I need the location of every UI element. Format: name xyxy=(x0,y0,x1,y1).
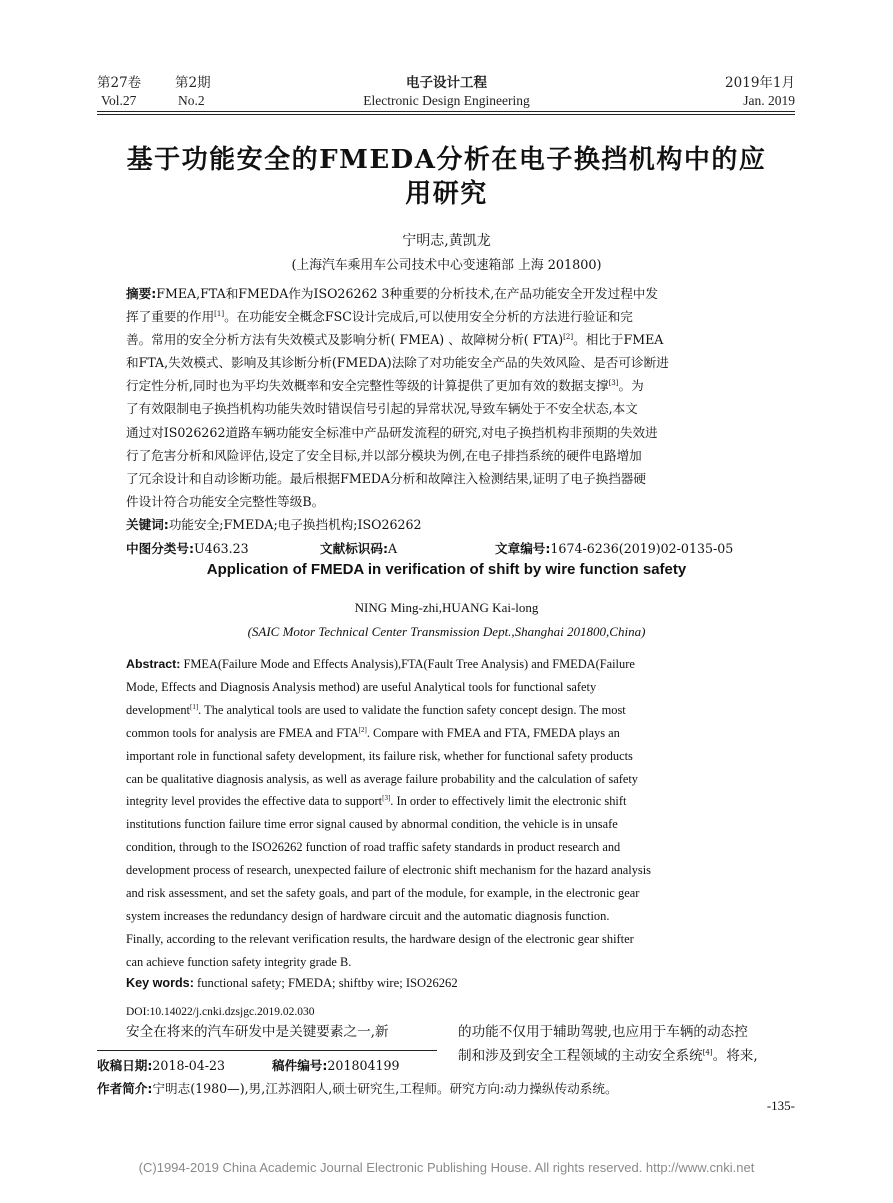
header-rule xyxy=(97,111,795,112)
abstract-en xyxy=(126,653,768,974)
abstract-en-line: and risk assessment, and set the safety goals, and part of the module, for example, in the electronic gear xyxy=(126,886,640,901)
keywords-cn-label: 关键词: xyxy=(126,517,169,532)
citation-ref[interactable]: [4] xyxy=(702,1048,713,1057)
header-issue-en: No.2 xyxy=(178,93,205,108)
authors-cn: 宁明志,黄凯龙 xyxy=(402,233,491,249)
header-journal-cn: 电子设计工程 xyxy=(406,75,487,91)
manuscript-number: 稿件编号:201804199 xyxy=(272,1058,400,1073)
keywords-cn-text: 功能安全;FMEDA;电子换挡机构;ISO26262 xyxy=(168,517,422,532)
abstract-en-line: important role in functional safety development, its failure risk, whether for functional safety products xyxy=(126,748,633,763)
copyright-notice: (C)1994-2019 China Academic Journal Electronic Publishing House. All rights reserved. http://www.cnki.net xyxy=(138,1160,755,1175)
abstract-cn-line: 行定性分析,同时也为平均失效概率和安全完整性等级的计算提供了更加有效的数据支撑[3]。为 xyxy=(126,378,644,394)
abstract-cn-line: 和FTA,失效模式、影响及其诊断分析(FMEDA)法除了对功能安全产品的失效风险、是否可诊断进 xyxy=(126,355,669,371)
clc-number: 中图分类号:U463.23 xyxy=(126,541,249,556)
keywords-cn xyxy=(126,514,422,533)
abstract-en-line: Finally, according to the relevant verification results, the hardware design of the electronic gear shifter xyxy=(126,931,634,946)
header-date-cn: 2019年1月 xyxy=(725,75,795,91)
body-left-column: 安全在将来的汽车研发中是关键要素之一,新 xyxy=(126,1024,389,1040)
abstract-en-line: Abstract: FMEA(Failure Mode and Effects Analysis),FTA(Fault Tree Analysis) and FMEDA(Failure xyxy=(126,657,635,671)
abstract-cn-line: 行了危害分析和风险评估,设定了安全目标,并以部分模块为例,在电子排挡系统的硬件电路增加 xyxy=(126,447,642,463)
header-journal-en: Electronic Design Engineering xyxy=(363,93,530,108)
document-code: 文献标识码:A xyxy=(320,541,398,556)
affiliation-cn: (上海汽车乘用车公司技术中心变速箱部 上海 201800) xyxy=(291,258,602,273)
abstract-en-line: can be qualitative diagnosis analysis, as well as average failure probability and the calculation of safety xyxy=(126,771,638,786)
header-volume-cn: 第27卷 xyxy=(97,75,142,91)
abstract-cn xyxy=(126,282,766,513)
abstract-en-line: integrity level provides the effective data to support[3]. In order to effectively limit the electronic shift xyxy=(126,794,627,809)
citation-ref[interactable]: [3] xyxy=(608,379,619,388)
footnote-rule xyxy=(97,1050,437,1051)
header-rule-thin xyxy=(97,114,795,115)
abstract-cn-line: 了有效限制电子换挡机构功能失效时错误信号引起的异常状况,导致车辆处于不安全状态,本文 xyxy=(126,401,638,417)
abstract-cn-line: 件设计符合功能安全完整性等级B。 xyxy=(126,493,325,509)
abstract-en-line: can achieve function safety integrity grade B. xyxy=(126,954,352,969)
abstract-en-line: condition, through to the ISO26262 function of road traffic safety standards in product research and xyxy=(126,840,621,855)
abstract-en-line: development[1]. The analytical tools are used to validate the function safety concept design. The most xyxy=(126,702,626,717)
abstract-cn-line: 善。常用的安全分析方法有失效模式及影响分析( FMEA) 、故障树分析( FTA)[2]。相比于FMEA xyxy=(126,332,664,348)
article-number: 文章编号:1674-6236(2019)02-0135-05 xyxy=(495,541,734,556)
page-number: -135- xyxy=(766,1098,795,1113)
abstract-cn-line: 摘要:FMEA,FTA和FMEDA作为ISO26262 3种重要的分析技术,在产品功能安全开发过程中发 xyxy=(126,286,658,301)
abstract-en-label: Abstract: xyxy=(126,657,181,671)
abstract-cn-label: 摘要: xyxy=(126,286,157,301)
received-date: 收稿日期:2018-04-23 xyxy=(97,1058,226,1073)
header-date-en: Jan. 2019 xyxy=(743,93,795,108)
header-volume-en: Vol.27 xyxy=(101,93,137,108)
author-bio: 作者简介:宁明志(1980—),男,江苏泗阳人,硕士研究生,工程师。研究方向:动力操纵传动系统。 xyxy=(97,1081,618,1096)
affiliation-en: (SAIC Motor Technical Center Transmission Dept.,Shanghai 201800,China) xyxy=(247,624,646,639)
abstract-cn-line: 挥了重要的作用[1]。在功能安全概念FSC设计完成后,可以使用安全分析的方法进行验证和完 xyxy=(126,309,633,325)
authors-en: NING Ming-zhi,HUANG Kai-long xyxy=(354,600,539,615)
abstract-en-line: Mode, Effects and Diagnosis Analysis method) are useful Analytical tools for functional safety xyxy=(126,679,597,694)
doi[interactable]: DOI:10.14022/j.cnki.dzsjgc.2019.02.030 xyxy=(126,1006,315,1018)
abstract-cn-line: 通过对IS026262道路车辆功能安全标准中产品研发流程的研究,对电子换挡机构非预期的失效进 xyxy=(126,424,658,440)
keywords-en-text: functional safety; FMEDA; shiftby wire; ISO26262 xyxy=(193,976,458,990)
abstract-en-line: common tools for analysis are FMEA and FTA[2]. Compare with FMEA and FTA, FMEDA plays an xyxy=(126,725,620,740)
citation-ref[interactable]: [1] xyxy=(190,702,199,711)
citation-ref[interactable]: [1] xyxy=(214,309,225,318)
abstract-en-line: institutions function failure time error signal caused by abnormal condition, the vehicle is in unsafe xyxy=(126,817,618,832)
paper-title-line1: 基于功能安全的FMEDA分析在电子换挡机构中的应 xyxy=(126,145,767,175)
citation-ref[interactable]: [3] xyxy=(382,794,391,803)
paper-title-en: Application of FMEDA in verification of shift by wire function safety xyxy=(206,561,687,578)
keywords-en xyxy=(126,976,458,991)
citation-ref[interactable]: [2] xyxy=(358,725,367,734)
abstract-cn-line: 了冗余设计和自动诊断功能。最后根据FMEDA分析和故障注入检测结果,证明了电子换挡器硬 xyxy=(126,470,646,486)
citation-ref[interactable]: [2] xyxy=(563,333,574,341)
abstract-en-line: system increases the redundancy design of hardware circuit and the automatic diagnosis function. xyxy=(126,908,610,923)
body-right-column: 的功能不仅用于辅助驾驶,也应用于车辆的动态控 制和涉及到安全工程领域的主动安全系统[4]。将来, xyxy=(458,1024,758,1064)
paper-title-line2: 用研究 xyxy=(405,179,488,209)
keywords-en-label: Key words: xyxy=(126,976,194,990)
abstract-en-line: development process of research, unexpected failure of electronic shift mechanism for the hazard analysis xyxy=(126,863,652,878)
header-issue-cn: 第2期 xyxy=(175,75,211,91)
